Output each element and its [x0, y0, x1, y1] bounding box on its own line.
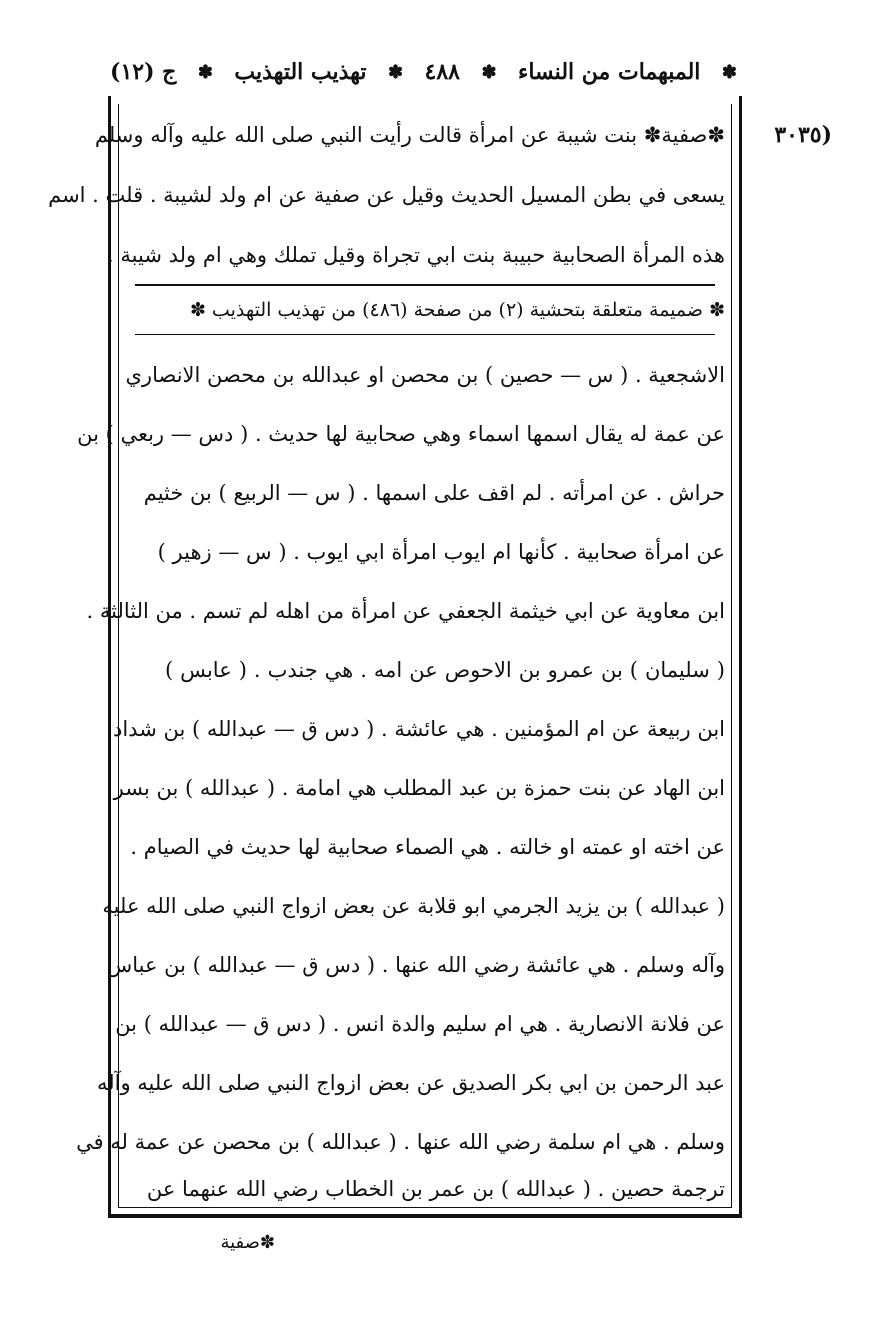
supplement-line: ( عبدالله ) بن يزيد الجرمي ابو قلابة عن بعض ازواج النبي صلى الله عليه: [102, 894, 725, 918]
supplement-line: عن فلانة الانصارية . هي ام سليم والدة انس . ( دس ق — عبدالله ) بن: [115, 1012, 725, 1036]
supplement-line: الاشجعية . ( س — حصين ) بن محصن او عبدالله بن محصن الانصاري: [125, 363, 725, 387]
supplement-line: ترجمة حصين . ( عبدالله ) بن عمر بن الخطاب رضي الله عنهما عن: [146, 1177, 725, 1201]
supplement-line: حراش . عن امرأته . لم اقف على اسمها . ( س — الربيع ) بن خثيم: [143, 481, 725, 505]
header-book-title: تهذيب التهذيب: [234, 59, 367, 85]
ornament-icon: ✽: [197, 61, 213, 83]
ornament-icon: ✽: [387, 61, 404, 83]
page-header: [110, 52, 740, 92]
ornament-icon: ✽: [481, 61, 497, 83]
entry-line: هذه المرأة الصحابية حبيبة بنت ابي تجراة وقيل تملك وهي ام ولد شيبة .: [107, 243, 725, 267]
header-page-number: ٤٨٨: [424, 59, 460, 85]
supplement-line: عن عمة له يقال اسمها اسماء وهي صحابية لها حديث . ( دس — ربعي ) بن: [77, 422, 725, 446]
header-chapter: المبهمات من النساء: [518, 59, 701, 85]
entry-line: يسعى في بطن المسيل الحديث وقيل عن صفية عن ام ولد لشيبة . قلت . اسم: [48, 183, 725, 207]
divider: [135, 284, 715, 286]
supplement-line: عبد الرحمن بن ابي بكر الصديق عن بعض ازواج النبي صلى الله عليه وآله: [96, 1071, 725, 1095]
supplement-line: ( سليمان ) بن عمرو بن الاحوص عن امه . هي جندب . ( عابس ): [165, 658, 725, 682]
supplement-line: ابن الهاد عن بنت حمزة بن عبد المطلب هي امامة . ( عبدالله ) بن بسر: [113, 776, 725, 800]
ornament-icon: ✽: [721, 61, 737, 83]
supplement-line: وسلم . هي ام سلمة رضي الله عنها . ( عبدالله ) بن محصن عن عمة له في: [76, 1130, 725, 1154]
header-volume: ج (١٢): [110, 59, 177, 85]
divider: [135, 334, 715, 335]
supplement-line: عن اخته او عمته او خالته . هي الصماء صحابية لها حديث في الصيام .: [130, 835, 725, 859]
supplement-line: ابن معاوية عن ابي خيثمة الجعفي عن امرأة من اهله لم تسم . من الثالثة .: [86, 599, 725, 623]
supplement-line: ابن ربيعة عن ام المؤمنين . هي عائشة . ( دس ق — عبدالله ) بن شداد: [113, 717, 725, 741]
catchword: ✽صفية: [220, 1232, 275, 1253]
supplement-title: ✽ ضميمة متعلقة بتحشية (٢) من صفحة (٤٨٦) من تهذيب التهذيب ✽: [189, 299, 725, 321]
supplement-line: وآله وسلم . هي عائشة رضي الله عنها . ( دس ق — عبدالله ) بن عباس: [106, 953, 725, 977]
supplement-line: عن امرأة صحابية . كأنها ام ايوب امرأة ابي ايوب . ( س — زهير ): [157, 540, 725, 564]
entry-line: ✽صفية✽ بنت شيبة عن امرأة قالت رأيت النبي صلى الله عليه وآله وسلم: [94, 123, 725, 147]
entry-number: (٣٠٣٥: [774, 122, 832, 148]
